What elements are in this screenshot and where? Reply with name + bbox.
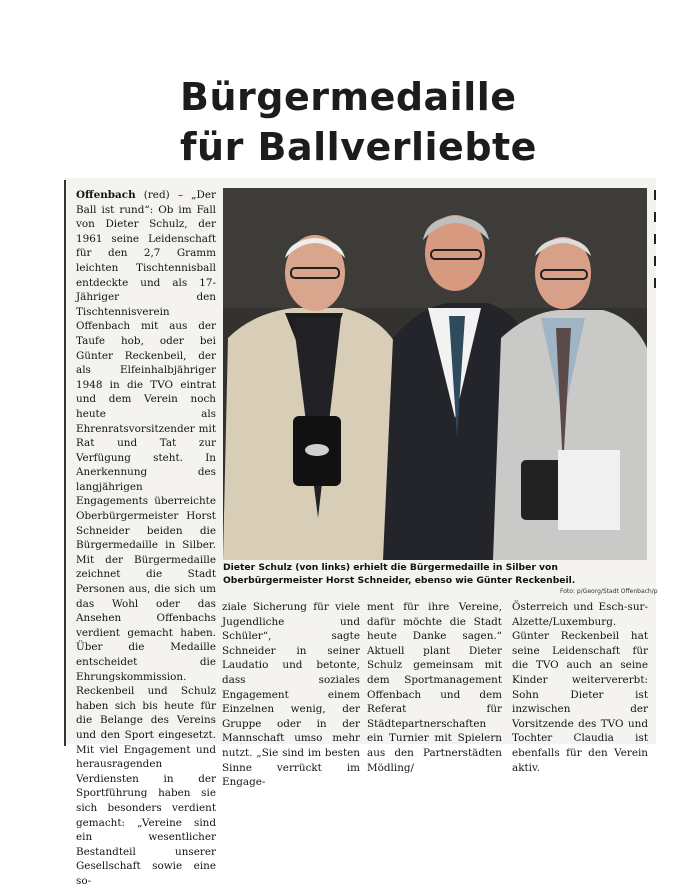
article-lead-text: (red) – „Der Ball ist rund“: Ob im Fall von Dieter Schulz, der 1961 seine Leidenschaft für den 2,7 Gramm leichten Tischtennisball entdeckte und als 17-Jähriger den Tischtennisverein Offenbach mit aus der Taufe hob, oder bei Günter Reckenbeil, der als Elfeinhalbjähriger 1948 in die TVO eintrat und dem Verein noch heute als Ehrenratsvorsitzender mit Rat und Tat zur Verfügung steht. In Anerkennung des langjährigen Engagements überreichte Oberbürgermeister Horst Schneider beiden die Bürgermedaille in Silber. Mit der Bürgermedaille zeichnet die Stadt Personen aus, die sich um das Wohl oder das Ansehen Offenbachs verdient gemacht haben. Über die Medaille entscheidet die Ehrungskommission. Reckenbeil und Schulz haben sich bis heute für die Belange des Vereins und den Sport eingesetzt. Mit viel Engagement und herausragenden Verdiensten in der Sportführung haben sie sich besonders verdient gemacht: „Vereine sind ein wesentlicher Bestandteil unserer Gesellschaft sowie eine so- — [76, 189, 216, 887]
edge-marks — [652, 190, 660, 390]
article-photo — [223, 188, 647, 560]
dateline-place: Offenbach — [76, 189, 136, 201]
column-rule — [64, 180, 66, 746]
article-column-3: ment für ihre Vereine, dafür möchte die Stadt heute Danke sagen.“ Aktuell plant Dieter Schulz gemeinsam mit dem Sportmanagement Offenbach und dem Referat für Städtepartnerschaften ein Turnier mit Spielern aus den Partnerstädten Mödling/ — [367, 601, 502, 774]
article-column-4: Österreich und Esch-sur-Alzette/Luxemburg. Günter Reckenbeil hat seine Leidenschaft für die TVO auch an seine Kinder weitervererbt: Sohn Dieter ist inzwischen der Vorsitzende des TVO und Tochter Claudia ist ebenfalls für den Verein aktiv. — [512, 601, 648, 774]
article-column-2: ziale Sicherung für viele Jugendliche und Schüler“, sagte Schneider in seiner Laudatio und betonte, dass soziales Engagement einem Einzelnen wenig, der Gruppe oder in der Mannschaft umso mehr nutzt. „Sie sind im besten Sinne verrückt im Engage- — [222, 601, 360, 789]
article-column-1 — [76, 188, 216, 889]
photo-credit: Foto: p/Georg/Stadt Offenbach/p — [560, 588, 658, 595]
photo-caption: Dieter Schulz (von links) erhielt die Bürgermedaille in Silber von Oberbürgermeister Horst Schneider, ebenso wie Günter Reckenbeil. — [223, 562, 576, 586]
article-headline: Bürgermedaille für Ballverliebte — [180, 75, 537, 169]
